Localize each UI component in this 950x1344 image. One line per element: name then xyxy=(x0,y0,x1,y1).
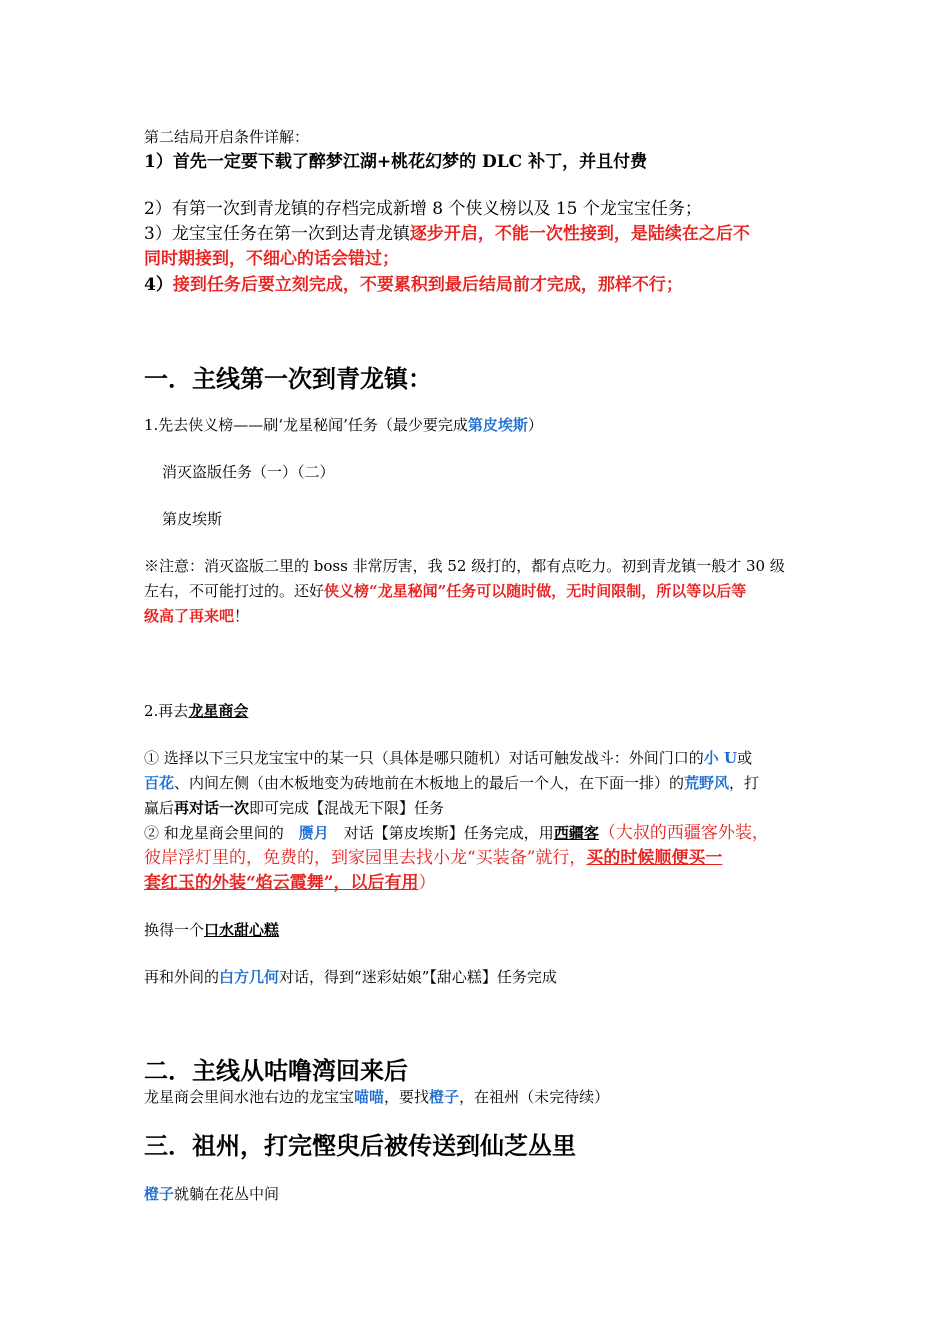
s1-step-1-end: ） xyxy=(527,416,543,434)
condition-3 xyxy=(144,223,750,245)
choice-1-or: 或 xyxy=(737,749,753,767)
s1-note-line-2 xyxy=(144,580,746,602)
choice-1-npc-huangyefeng: 荒野风 xyxy=(684,774,730,792)
s1-note-highlight: 侠义榜“龙星秘闻”任务可以随时做，无时间限制，所以等以后等 xyxy=(324,582,747,600)
condition-2: 2）有第一次到青龙镇的存档完成新增 8 个侠义榜以及 15 个龙宝宝任务； xyxy=(144,199,702,219)
s2-text: 龙星商会里间水池右边的龙宝宝 xyxy=(144,1088,355,1106)
choice-1-text: ① 选择以下三只龙宝宝中的某一只（具体是哪只随机）对话可触发战斗：外间门口的 xyxy=(144,749,704,767)
s1-choice-2-line-3 xyxy=(144,872,436,894)
choice-2-npc: 赝月 xyxy=(298,824,329,842)
condition-4-highlight: 接到任务后要立刻完成，不要累积到最后结局前才完成，那样不行； xyxy=(172,275,683,295)
get-item-name: 口水甜心糕 xyxy=(204,921,280,939)
s2-paragraph xyxy=(144,1086,609,1108)
s1-choice-1-line-2 xyxy=(144,772,759,794)
choice-2-red-bold-2: 套红玉的外装“焰云霞舞”，以后有用 xyxy=(144,873,419,893)
section-1-title: 一．主线第一次到青龙镇： xyxy=(144,365,432,393)
get-item-text: 换得一个 xyxy=(144,921,205,939)
s2-text-3: ，在祖州（未完待续） xyxy=(459,1088,610,1106)
intro-heading: 第二结局开启条件详解： xyxy=(144,128,310,146)
choice-2-text-2: 对话【第皮埃斯】任务完成，用 xyxy=(328,824,554,842)
choice-2-red-text: （大叔的西疆客外装， xyxy=(598,823,769,843)
s1-note-text: 左右，不可能打过的。还好 xyxy=(144,582,325,600)
choice-1-text-4: 赢后 xyxy=(144,799,175,817)
choice-1-text-3: ，打 xyxy=(729,774,760,792)
s1-choice-2-line-2 xyxy=(144,847,722,869)
s1-choice-2-line-1 xyxy=(144,822,769,844)
condition-4 xyxy=(144,274,683,296)
s1-step-2 xyxy=(144,700,248,722)
s1-note-line-3 xyxy=(144,605,249,627)
s3-paragraph xyxy=(144,1183,279,1205)
s1-choice-1-line-1 xyxy=(144,747,752,769)
choice-2-outfit: 西疆客 xyxy=(553,824,599,842)
s1-last-step xyxy=(144,966,557,988)
s1-step-2-place: 龙星商会 xyxy=(188,702,249,720)
choice-1-bold: 再对话一次 xyxy=(174,799,250,817)
choice-2-red-bold: 买的时候顺便买一 xyxy=(586,848,723,868)
s1-task-2: 第皮埃斯 xyxy=(162,510,223,528)
s1-note-highlight-end: 级高了再来吧 xyxy=(144,607,235,625)
choice-2-text: ② 和龙星商会里间的 xyxy=(144,824,299,842)
condition-3-continued: 同时期接到，不细心的话会错过； xyxy=(144,249,399,269)
s3-npc-chengzi: 橙子 xyxy=(144,1185,175,1203)
choice-1-npc-baihua: 百花 xyxy=(144,774,175,792)
s3-text: 就躺在花丛中间 xyxy=(174,1185,280,1203)
s1-task-1: 消灭盗版任务（一）（二） xyxy=(162,463,335,481)
section-2-title: 二．主线从咕噜湾回来后 xyxy=(144,1057,408,1085)
last-step-text: 再和外间的 xyxy=(144,968,220,986)
s1-step-2-text: 2.再去 xyxy=(144,702,189,720)
s1-choice-1-line-3 xyxy=(144,797,444,819)
choice-1-text-5: 即可完成【混战无下限】任务 xyxy=(249,799,445,817)
s2-npc-miaomiao: 喵喵 xyxy=(354,1088,385,1106)
condition-1: 1）首先一定要下载了醉梦江湖+桃花幻梦的 DLC 补丁，并且付费 xyxy=(144,152,648,172)
s1-get-item xyxy=(144,919,279,941)
s2-npc-chengzi: 橙子 xyxy=(429,1088,460,1106)
s1-step-1-text: 1.先去侠义榜——刷‘龙星秘闻’任务（最少要完成 xyxy=(144,416,468,434)
s1-step-1-highlight: 第皮埃斯 xyxy=(467,416,528,434)
choice-1-text-2: 、内间左侧（由木板地变为砖地前在木板地上的最后一个人，在下面一排）的 xyxy=(174,774,685,792)
s1-note-line-1: ※注意：消灭盗版二里的 boss 非常厉害，我 52 级打的，都有点吃力。初到青龙镇一般才 30 级 xyxy=(144,557,785,575)
choice-2-red-end: ） xyxy=(418,873,436,893)
section-3-title: 三．祖州，打完慳臾后被传送到仙芝丛里 xyxy=(144,1132,576,1160)
last-step-npc: 白方几何 xyxy=(219,968,280,986)
choice-1-npc-u: 小 U xyxy=(703,749,738,767)
last-step-text-2: 对话，得到“迷彩姑娘”【甜心糕】任务完成 xyxy=(279,968,557,986)
condition-3-text: 3）龙宝宝任务在第一次到达青龙镇 xyxy=(144,224,410,244)
condition-4-number: 4） xyxy=(144,275,173,295)
condition-3-highlight: 逐步开启，不能一次性接到，是陆续在之后不 xyxy=(409,224,750,244)
choice-2-red-text-2: 彼岸浮灯里的，免费的，到家园里去找小龙“买装备”就行， xyxy=(144,848,587,868)
s2-text-2: ，要找 xyxy=(384,1088,430,1106)
s1-note-end: ！ xyxy=(234,607,250,625)
s1-step-1 xyxy=(144,414,543,436)
